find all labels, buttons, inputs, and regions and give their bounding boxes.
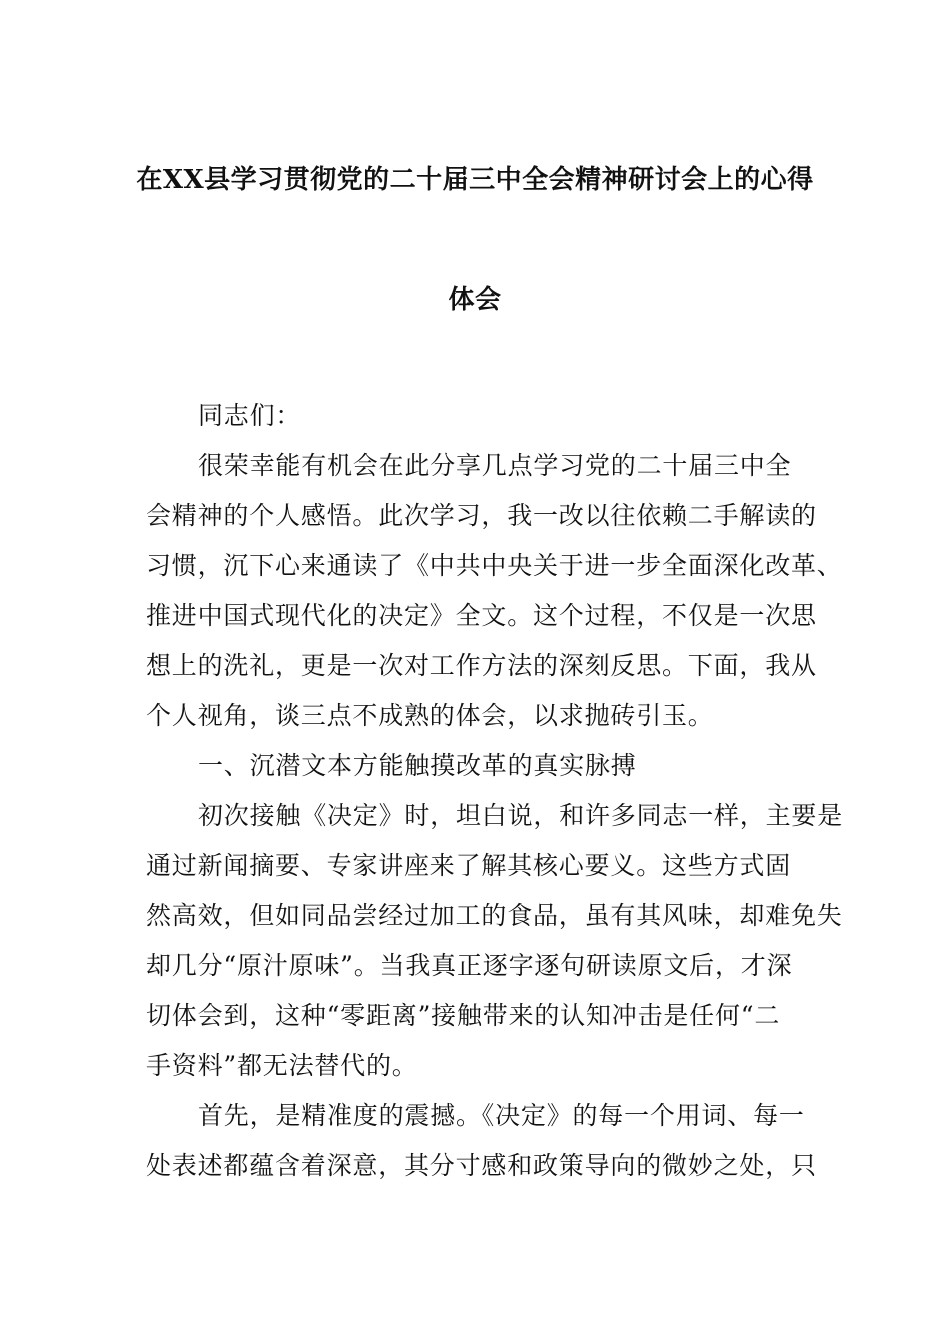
document-title-line-2: 体会 <box>448 285 502 315</box>
paragraph-line: 首先，是精准度的震撼。《决定》的每一个用词、每一 <box>198 1101 805 1130</box>
paragraph-line: 很荣幸能有机会在此分享几点学习党的二十届三中全 <box>198 451 792 480</box>
paragraph-line: 处表述都蕴含着深意，其分寸感和政策导向的微妙之处，只 <box>146 1151 817 1180</box>
paragraph-line: 想上的洗礼，更是一次对工作方法的深刻反思。下面，我从 <box>146 651 817 680</box>
paragraph-line: 切体会到，这种“零距离”接触带来的认知冲击是任何“二 <box>146 1001 781 1030</box>
document-title-line-1: 在XX县学习贯彻党的二十届三中全会精神研讨会上的心得 <box>136 165 814 195</box>
section-heading: 一、沉潜文本方能触摸改革的真实脉搏 <box>198 751 637 780</box>
paragraph-line: 会精神的个人感悟。此次学习，我一改以往依赖二手解读的 <box>146 501 817 530</box>
paragraph-line: 通过新闻摘要、专家讲座来了解其核心要义。这些方式固 <box>146 851 792 880</box>
paragraph-line: 个人视角，谈三点不成熟的体会，以求抛砖引玉。 <box>146 701 714 730</box>
paragraph-line: 习惯，沉下心来通读了《中共中央关于进一步全面深化改革、 <box>146 551 843 580</box>
paragraph-line: 然高效，但如同品尝经过加工的食品，虽有其风味，却难免失 <box>146 901 843 930</box>
paragraph-line: 初次接触《决定》时，坦白说，和许多同志一样，主要是 <box>198 801 844 830</box>
paragraph-line: 推进中国式现代化的决定》全文。这个过程，不仅是一次思 <box>146 601 817 630</box>
salutation: 同志们： <box>198 401 302 430</box>
paragraph-line: 却几分“原汁原味”。当我真正逐字逐句研读原文后，才深 <box>146 951 793 980</box>
paragraph-line: 手资料”都无法替代的。 <box>146 1051 418 1080</box>
